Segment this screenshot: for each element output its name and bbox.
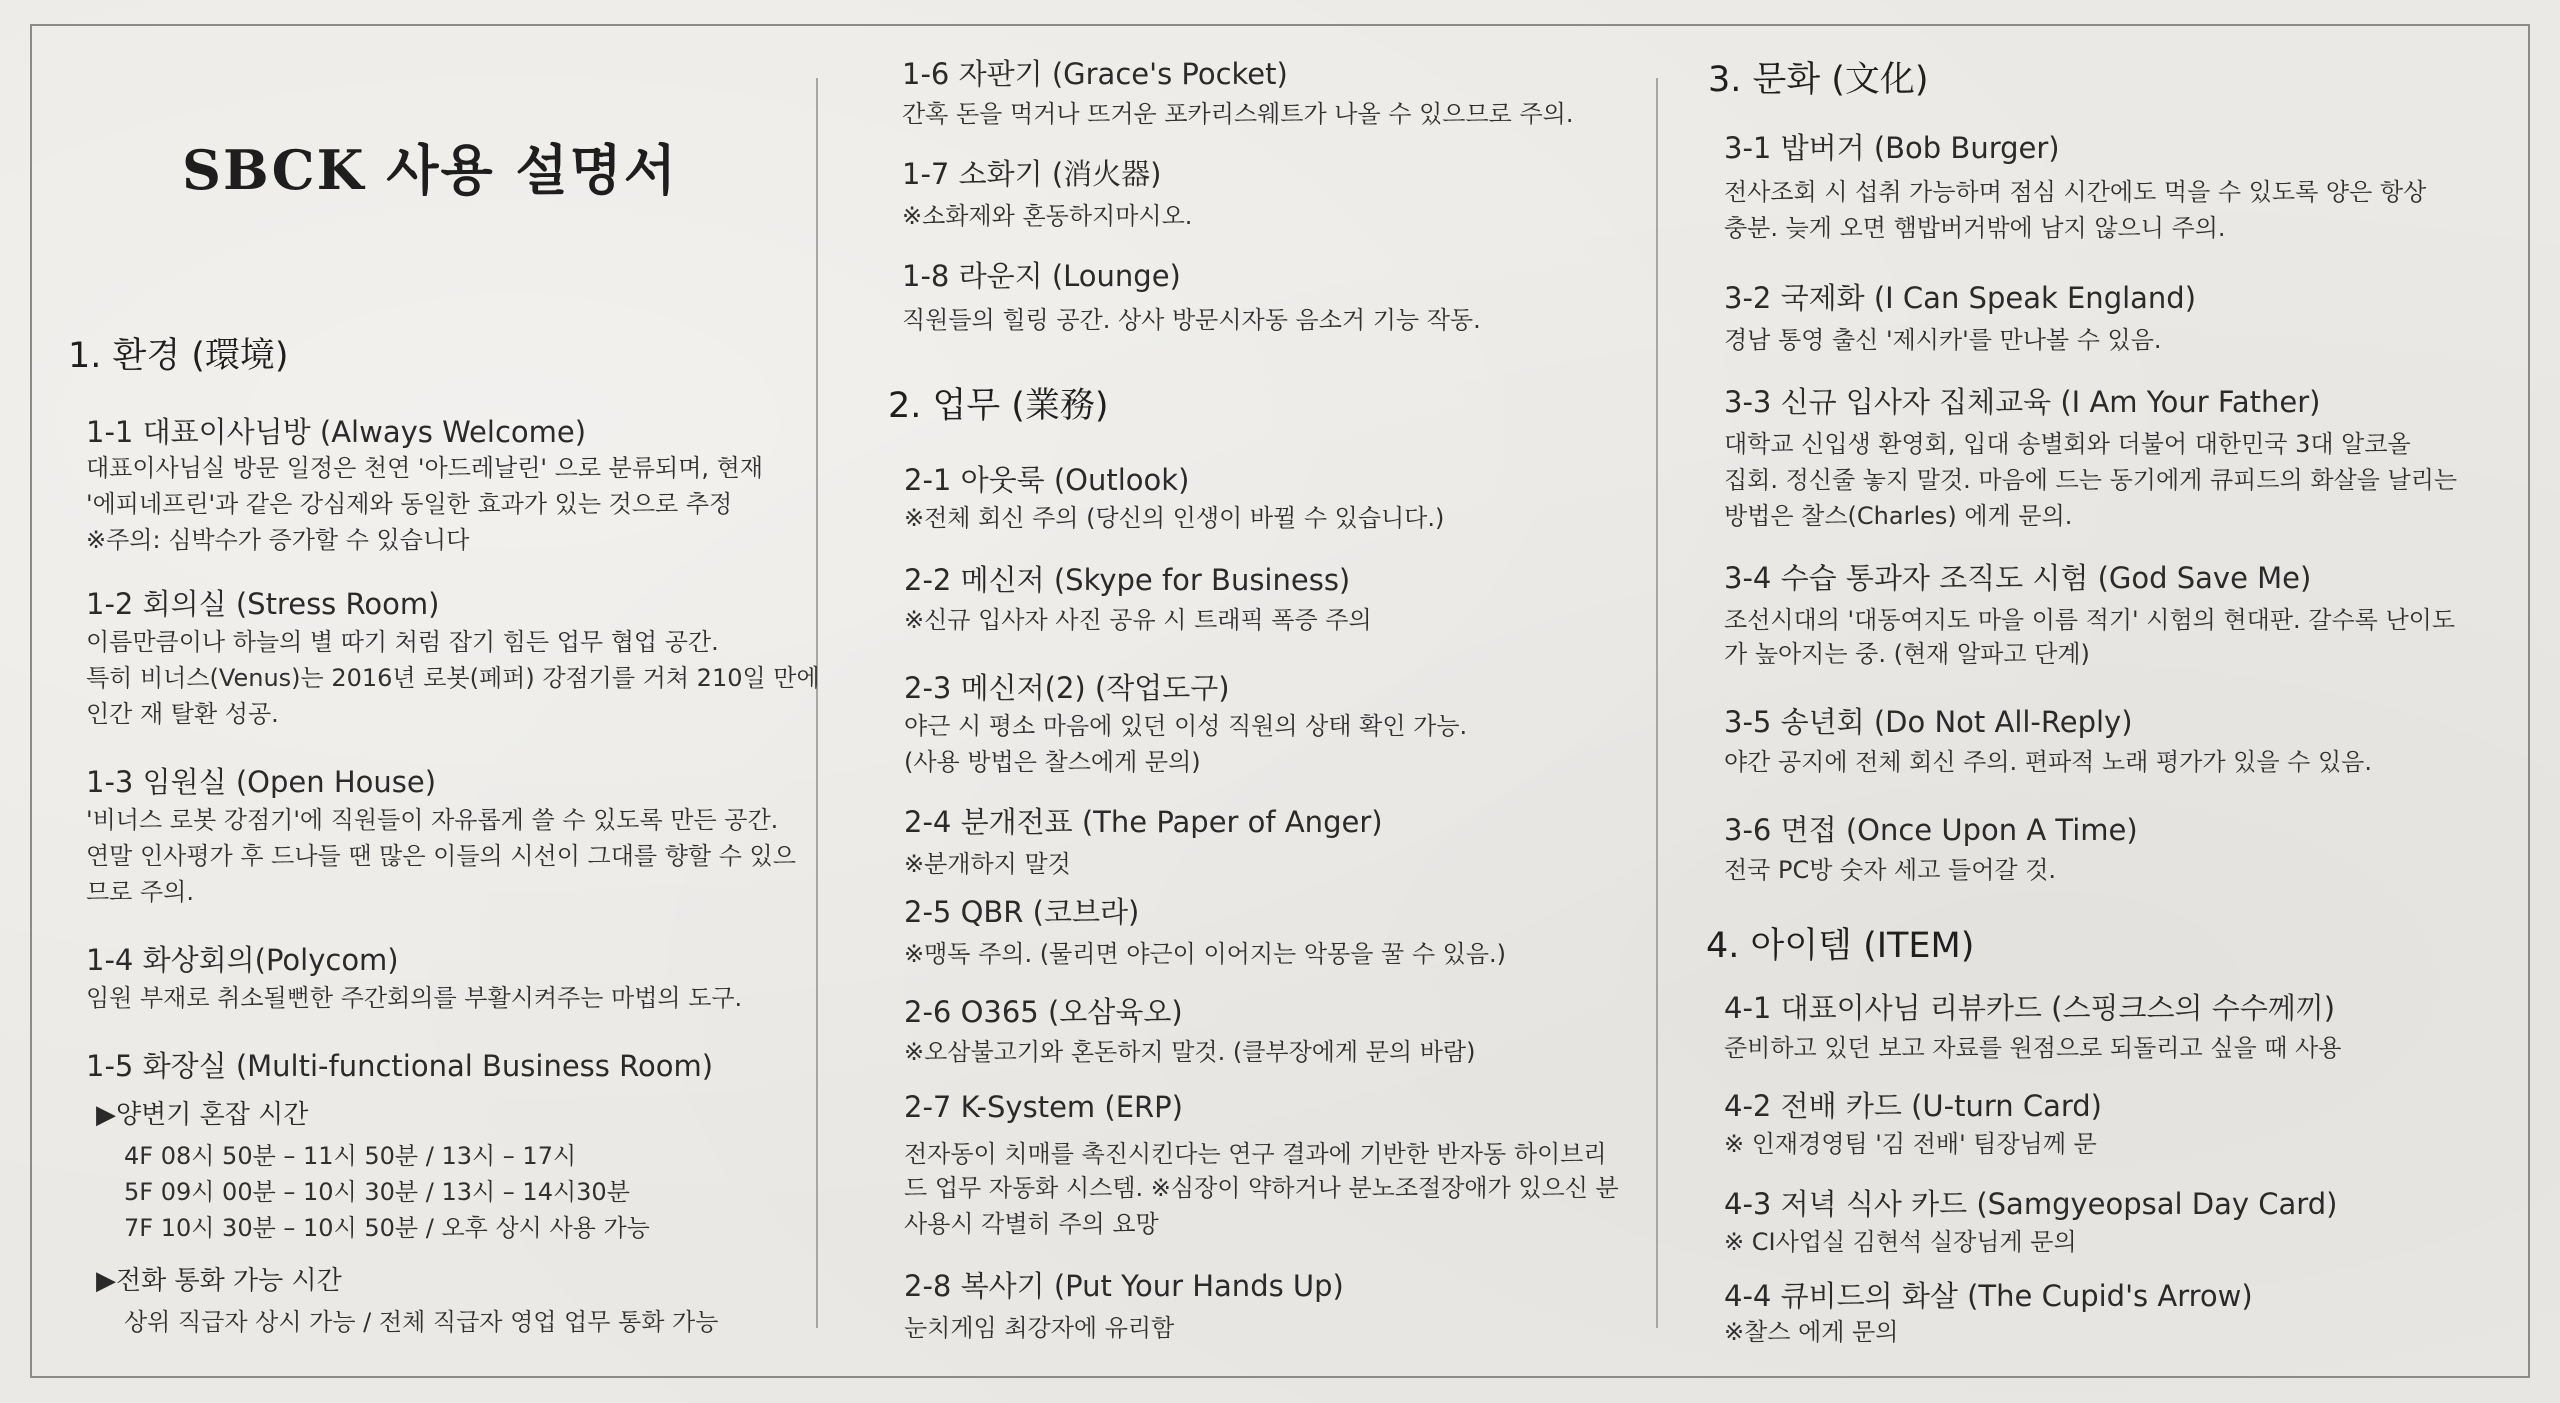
item-desc-line: 경남 통영 출신 '제시카'를 만나볼 수 있음. xyxy=(1724,326,2162,354)
item-desc-line: 대학교 신입생 환영회, 입대 송별회와 더불어 대한민국 3대 알코올 xyxy=(1724,430,2411,458)
item-desc-line: ※ CI사업실 김현석 실장님게 문의 xyxy=(1724,1228,2077,1256)
item-desc-line: 야간 공지에 전체 회신 주의. 편파적 노래 평가가 있을 수 있음. xyxy=(1724,748,2372,776)
item-desc-line: ※신규 입사자 사진 공유 시 트래픽 폭증 주의 xyxy=(904,606,1372,634)
item-title: 3-5 송년회 (Do Not All-Reply) xyxy=(1724,705,2133,739)
sub-heading: ▶양변기 혼잡 시간 xyxy=(96,1100,309,1130)
item-desc-line: 임원 부재로 취소될뻔한 주간회의를 부활시켜주는 마법의 도구. xyxy=(86,984,743,1012)
item-title: 2-5 QBR (코브라) xyxy=(904,895,1140,929)
item-title: 2-8 복사기 (Put Your Hands Up) xyxy=(904,1269,1344,1303)
item-desc-line: ※오삼불고기와 혼돈하지 말것. (클부장에게 문의 바람) xyxy=(904,1038,1476,1066)
item-desc-line: ※맹독 주의. (물리면 야근이 이어지는 악몽을 꿀 수 있음.) xyxy=(904,940,1506,968)
item-desc-line: '비너스 로봇 강점기'에 직원들이 자유롭게 쓸 수 있도록 만든 공간. xyxy=(86,806,779,834)
item-desc-line: 준비하고 있던 보고 자료를 원점으로 되돌리고 싶을 때 사용 xyxy=(1724,1034,2342,1062)
item-desc-line: 므로 주의. xyxy=(86,878,194,906)
item-title: 1-3 임원실 (Open House) xyxy=(86,765,437,799)
item-title: 4-3 저녁 식사 카드 (Samgyeopsal Day Card) xyxy=(1724,1187,2338,1221)
document-title: SBCK 사용 설명서 xyxy=(182,138,678,202)
item-desc-line: 인간 재 탈환 성공. xyxy=(86,700,279,728)
item-title: 1-8 라운지 (Lounge) xyxy=(902,259,1181,293)
item-desc-line: 전자동이 치매를 촉진시킨다는 연구 결과에 기반한 반자동 하이브리 xyxy=(904,1140,1607,1168)
item-desc-line: 이름만큼이나 하늘의 별 따기 처럼 잡기 힘든 업무 협업 공간. xyxy=(86,628,719,656)
item-desc-line: 직원들의 힐링 공간. 상사 방문시자동 음소거 기능 작동. xyxy=(902,306,1481,334)
item-desc-line: 눈치게임 최강자에 유리함 xyxy=(904,1314,1175,1342)
item-desc-line: 가 높아지는 중. (현재 알파고 단계) xyxy=(1724,640,2090,668)
item-title: 1-7 소화기 (消火器) xyxy=(902,157,1162,191)
section-heading-environment: 1. 환경 (環境) xyxy=(68,336,289,376)
section-heading-culture: 3. 문화 (文化) xyxy=(1708,60,1929,100)
item-title: 3-1 밥버거 (Bob Burger) xyxy=(1724,131,2060,165)
item-title: 4-2 전배 카드 (U-turn Card) xyxy=(1724,1089,2102,1123)
section-heading-items: 4. 아이템 (ITEM) xyxy=(1706,926,1975,966)
item-desc-line: 대표이사님실 방문 일정은 천연 '아드레날린' 으로 분류되며, 현재 xyxy=(86,454,764,482)
column-divider xyxy=(1656,78,1658,1328)
item-desc-line: '에피네프린'과 같은 강심제와 동일한 효과가 있는 것으로 추정 xyxy=(86,490,733,518)
item-title: 4-4 큐비드의 화살 (The Cupid's Arrow) xyxy=(1724,1279,2253,1313)
item-desc-line: 조선시대의 '대동여지도 마을 이름 적기' 시험의 현대판. 갈수록 난이도 xyxy=(1724,606,2456,634)
item-desc-line: 특히 비너스(Venus)는 2016년 로봇(페퍼) 강점기를 거쳐 210일 만에 xyxy=(86,664,820,692)
item-title: 1-1 대표이사님방 (Always Welcome) xyxy=(86,415,587,449)
item-desc-line: ※주의: 심박수가 증가할 수 있습니다 xyxy=(86,526,470,554)
item-desc-line: 야근 시 평소 마음에 있던 이성 직원의 상태 확인 가능. xyxy=(904,712,1468,740)
item-desc-line: ※소화제와 혼동하지마시오. xyxy=(902,202,1193,230)
item-desc-line: ※찰스 에게 문의 xyxy=(1724,1318,1899,1346)
item-desc-line: (사용 방법은 찰스에게 문의) xyxy=(904,748,1201,776)
item-desc-line: 드 업무 자동화 시스템. ※심장이 약하거나 분노조절장애가 있으신 분 xyxy=(904,1174,1619,1202)
item-title: 2-2 메신저 (Skype for Business) xyxy=(904,563,1351,597)
item-desc-line: 4F 08시 50분 – 11시 50분 / 13시 – 17시 xyxy=(124,1142,577,1170)
item-desc-line: 집회. 정신줄 놓지 말것. 마음에 드는 동기에게 큐피드의 화살을 날리는 xyxy=(1724,466,2458,494)
item-title: 2-4 분개전표 (The Paper of Anger) xyxy=(904,805,1383,839)
column-divider xyxy=(816,78,818,1328)
item-title: 2-7 K-System (ERP) xyxy=(904,1090,1183,1124)
section-heading-work: 2. 업무 (業務) xyxy=(888,386,1109,426)
item-desc-line: 5F 09시 00분 – 10시 30분 / 13시 – 14시30분 xyxy=(124,1178,630,1206)
item-title: 1-2 회의실 (Stress Room) xyxy=(86,587,440,621)
item-desc-line: 사용시 각별히 주의 요망 xyxy=(904,1210,1159,1238)
item-desc-line: 전사조회 시 섭취 가능하며 점심 시간에도 먹을 수 있도록 양은 항상 xyxy=(1724,178,2427,206)
item-desc-line: 방법은 찰스(Charles) 에게 문의. xyxy=(1724,502,2073,530)
item-desc-line: 간혹 돈을 먹거나 뜨거운 포카리스웨트가 나올 수 있으므로 주의. xyxy=(902,100,1574,128)
item-title: 4-1 대표이사님 리뷰카드 (스핑크스의 수수께끼) xyxy=(1724,991,2336,1025)
item-desc-line: 상위 직급자 상시 가능 / 전체 직급자 영업 업무 통화 가능 xyxy=(124,1308,719,1336)
item-desc-line: 충분. 늦게 오면 햄밥버거밖에 남지 않으니 주의. xyxy=(1724,214,2226,242)
item-desc-line: ※분개하지 말것 xyxy=(904,850,1071,878)
item-title: 3-3 신규 입사자 집체교육 (I Am Your Father) xyxy=(1724,385,2321,419)
item-title: 1-6 자판기 (Grace's Pocket) xyxy=(902,57,1288,91)
item-desc-line: 7F 10시 30분 – 10시 50분 / 오후 상시 사용 가능 xyxy=(124,1214,650,1242)
item-desc-line: 전국 PC방 숫자 세고 들어갈 것. xyxy=(1724,856,2057,884)
item-desc-line: ※ 인재경영팀 '김 전배' 팀장님께 문 xyxy=(1724,1130,2097,1158)
item-desc-line: 연말 인사평가 후 드나들 땐 많은 이들의 시선이 그대를 향할 수 있으 xyxy=(86,842,796,870)
item-desc-line: ※전체 회신 주의 (당신의 인생이 바뀔 수 있습니다.) xyxy=(904,504,1445,532)
item-title: 3-6 면접 (Once Upon A Time) xyxy=(1724,813,2138,847)
item-title: 2-1 아웃룩 (Outlook) xyxy=(904,463,1190,497)
item-title: 2-6 O365 (오삼육오) xyxy=(904,995,1183,1029)
item-title: 2-3 메신저(2) (작업도구) xyxy=(904,671,1230,705)
item-title: 3-2 국제화 (I Can Speak England) xyxy=(1724,281,2197,315)
sub-heading: ▶전화 통화 가능 시간 xyxy=(96,1266,342,1296)
item-title: 1-4 화상회의(Polycom) xyxy=(86,943,399,977)
item-title: 1-5 화장실 (Multi-functional Business Room) xyxy=(86,1049,714,1083)
item-title: 3-4 수습 통과자 조직도 시험 (God Save Me) xyxy=(1724,561,2312,595)
